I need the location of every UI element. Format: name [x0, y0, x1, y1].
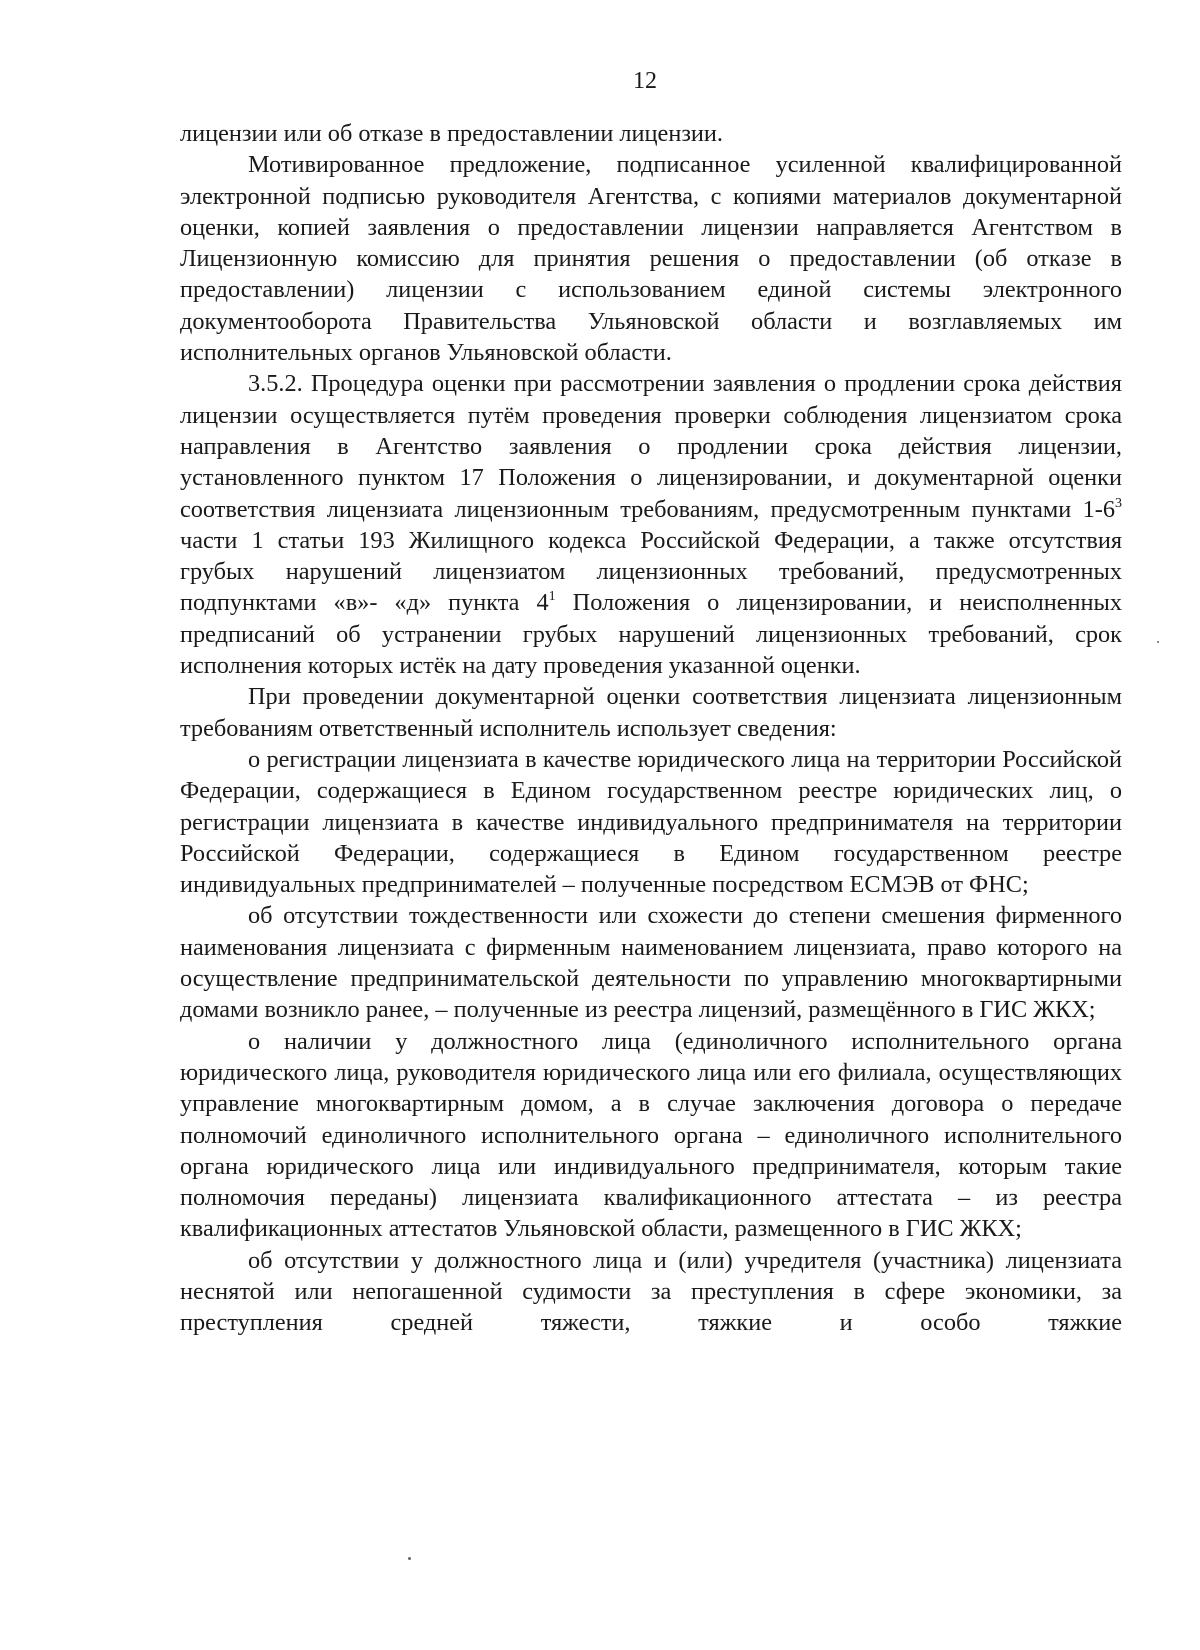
scan-speck: [408, 1557, 411, 1560]
paragraph-qualification: о наличии у должностного лица (единоличного исполнительного органа юридического лица, руководителя юридического лица или его филиала, осуществляющих управление многоквартирным домом, а в случае заключения договора о передаче полномочий единоличного исполнительного органа – единоличного исполнительного органа юридического лица или индивидуального предпринимателя, которым такие полномочия переданы) лицензиата квалификационного аттестата – из реестра квалификационных аттестатов Ульяновской области, размещенного в ГИС ЖКХ;: [180, 1027, 1122, 1243]
page-number: 12: [633, 68, 657, 94]
paragraph-3-5-2-part-b: части 1 статьи 193 Жилищного кодекса Российской Федерации, а также отсутствия грубых нарушений лицензиатом лицензионных требований, предусмотренных подпунктами «в»- «д» пункта 4: [180, 526, 1122, 617]
superscript-1: 1: [548, 589, 556, 605]
scan-speck: [1157, 641, 1159, 643]
paragraph-continuation: лицензии или об отказе в предоставлении лицензии.: [180, 120, 724, 147]
paragraph-3-5-2: [180, 368, 1122, 681]
document-body: [180, 118, 1122, 1339]
paragraph-documentary-assessment: При проведении документарной оценки соответствия лицензиата лицензионным требованиям ответственный исполнитель использует сведения:: [180, 683, 1122, 742]
superscript-3: 3: [1115, 495, 1122, 511]
paragraph-motivated-proposal: Мотивированное предложение, подписанное усиленной квалифицированной электронной подписью руководителя Агентства, с копиями материалов документарной оценки, копией заявления о предоставлении лицензии направляется Агентством в Лицензионную комиссию для принятия решения о предоставлении (об отказе в предоставлении) лицензии с использованием единой системы электронного документооборота Правительства Ульяновской области и возглавляемых им исполнительных органов Ульяновской области.: [180, 151, 1122, 367]
paragraph-3-5-2-part-c: Положения о лицензировании, и неисполненных предписаний об устранении грубых нарушений лицензионных требований, срок исполнения которых истёк на дату проведения указанной оценки.: [180, 589, 1122, 680]
paragraph-3-5-2-part-a: 3.5.2. Процедура оценки при рассмотрении заявления о продлении срока действия лицензии осуществляется путём проведения проверки соблюдения лицензиатом срока направления в Агентство заявления о продлении срока действия лицензии, установленного пунктом 17 Положения о лицензировании, и документарной оценки соответствия лицензиата лицензионным требованиям, предусмотренным пунктами 1-6: [180, 370, 1122, 523]
paragraph-registration: о регистрации лицензиата в качестве юридического лица на территории Российской Федерации, содержащиеся в Едином государственном реестре юридических лиц, о регистрации лицензиата в качестве индивидуального предпринимателя на территории Российской Федерации, содержащиеся в Едином государственном реестре индивидуальных предпринимателей – полученные посредством ЕСМЭВ от ФНС;: [180, 745, 1122, 899]
paragraph-company-name: об отсутствии тождественности или схожести до степени смешения фирменного наименования лицензиата с фирменным наименованием лицензиата, право которого на осуществление предпринимательской деятельности по управлению многоквартирными домами возникло ранее, – полученные из реестра лицензий, размещённого в ГИС ЖКХ;: [180, 902, 1122, 1024]
paragraph-criminal-record: об отсутствии у должностного лица и (или) учредителя (участника) лицензиата неснятой или непогашенной судимости за преступления в сфере экономики, за преступления средней тяжести, тяжкие и особо тяжкие: [180, 1246, 1122, 1337]
